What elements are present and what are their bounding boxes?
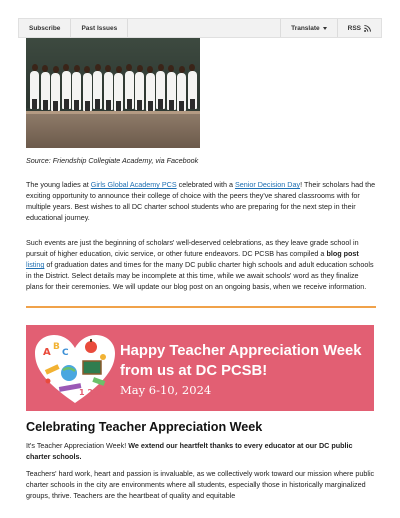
graduation-photo bbox=[26, 38, 200, 148]
senior-decision-day-link[interactable]: Senior Decision Day bbox=[234, 180, 301, 189]
photo-graduate-figure bbox=[188, 71, 197, 109]
section-title: Celebrating Teacher Appreciation Week bbox=[26, 420, 263, 434]
photo-graduate-legs bbox=[169, 100, 174, 110]
svg-text:1 2 3: 1 2 3 bbox=[79, 388, 102, 397]
photo-graduate-head bbox=[105, 65, 111, 72]
photo-graduate-legs bbox=[116, 101, 121, 111]
photo-graduate-figure bbox=[83, 73, 92, 111]
photo-graduate-figure bbox=[62, 71, 71, 109]
translate-label: Translate bbox=[291, 24, 320, 32]
photo-graduate-figure bbox=[167, 72, 176, 110]
section-p1-bold: We extend our heartfelt thanks to every educator at our DC public charter schools. bbox=[26, 441, 353, 461]
photo-graduate-legs bbox=[32, 99, 37, 109]
photo-graduate-head bbox=[95, 64, 101, 71]
photo-graduate-figure bbox=[125, 71, 134, 109]
photo-graduate-figure bbox=[156, 71, 165, 109]
photo-graduate-head bbox=[116, 66, 122, 73]
subscribe-link[interactable] bbox=[19, 19, 71, 37]
photo-graduate-figure bbox=[177, 73, 186, 111]
photo-graduate-figure bbox=[93, 71, 102, 109]
top-navigation-bar bbox=[18, 18, 382, 38]
para2-text-1: Such events are just the beginning of scholars' well-deserved celebrations, as they leave grade school in pursuit of higher education, civic service, or other future endeavors. DC PCSB has compiled a bbox=[26, 238, 359, 258]
photo-graduate-head bbox=[53, 66, 59, 73]
paragraph-graduation-events bbox=[26, 237, 376, 292]
photo-graduate-legs bbox=[95, 99, 100, 109]
past-issues-label: Past Issues bbox=[81, 24, 118, 32]
svg-text:C: C bbox=[62, 348, 69, 358]
section-p1-text: It's Teacher Appreciation Week! bbox=[26, 441, 129, 450]
photo-graduate-figure bbox=[51, 73, 60, 111]
para2-text-3: of graduation dates and times for the many DC public charter high schools and adult education schools in the District. Select details may be incomplete at this time, while we await schools' word as they finalize plans for their ceremonies. We will update our blog post on an ongoing basis, when we receive information. bbox=[26, 260, 374, 291]
photo-graduate-figure bbox=[72, 72, 81, 110]
photo-graduate-legs bbox=[148, 101, 153, 111]
teacher-appreciation-banner bbox=[26, 325, 374, 411]
rss-link[interactable] bbox=[337, 19, 381, 37]
photo-graduate-figure bbox=[114, 73, 123, 111]
photo-graduate-legs bbox=[64, 99, 69, 109]
photo-graduate-legs bbox=[53, 101, 58, 111]
photo-graduate-head bbox=[189, 64, 195, 71]
translate-dropdown[interactable] bbox=[280, 19, 337, 37]
listing-link[interactable]: listing bbox=[26, 260, 45, 269]
photo-graduate-head bbox=[168, 65, 174, 72]
paragraph-teacher-week-intro bbox=[26, 440, 376, 462]
banner-dates: May 6-10, 2024 bbox=[120, 383, 212, 397]
rss-icon bbox=[364, 25, 371, 32]
rss-label: RSS bbox=[347, 24, 361, 32]
photo-graduate-legs bbox=[43, 100, 48, 110]
photo-caption: Source: Friendship Collegiate Academy, via Facebook bbox=[26, 156, 199, 165]
para1-text-3: ! Their scholars had the exciting opportunity to announce their college of choice with the peers they've shared classrooms with for multiple years. Best wishes to all DC charter school students who are preparing for the next step in their educational journey. bbox=[26, 180, 376, 222]
photo-graduate-legs bbox=[190, 99, 195, 109]
photo-graduate-legs bbox=[106, 100, 111, 110]
svg-text:A: A bbox=[43, 347, 51, 358]
blog-post-bold: blog post bbox=[326, 249, 359, 258]
photo-graduate-figure bbox=[146, 73, 155, 111]
photo-graduate-figure bbox=[30, 71, 39, 109]
newsletter-content bbox=[26, 38, 376, 501]
photo-graduate-legs bbox=[158, 99, 163, 109]
photo-graduate-head bbox=[158, 64, 164, 71]
photo-graduate-figure bbox=[41, 72, 50, 110]
photo-graduate-head bbox=[137, 65, 143, 72]
photo-graduate-head bbox=[32, 64, 38, 71]
svg-text:B: B bbox=[53, 342, 60, 352]
banner-title: Happy Teacher Appreciation Week from us at DC PCSB! bbox=[120, 343, 362, 379]
photo-graduate-head bbox=[179, 66, 185, 73]
photo-graduate-legs bbox=[85, 101, 90, 111]
photo-stage bbox=[26, 114, 200, 148]
past-issues-link[interactable] bbox=[71, 19, 128, 37]
caret-down-icon bbox=[323, 27, 327, 30]
photo-graduate-figure bbox=[135, 72, 144, 110]
photo-graduate-head bbox=[74, 65, 80, 72]
photo-graduate-head bbox=[126, 64, 132, 71]
subscribe-label: Subscribe bbox=[29, 24, 61, 32]
photo-graduate-legs bbox=[179, 101, 184, 111]
girls-global-academy-link[interactable]: Girls Global Academy PCS bbox=[90, 180, 177, 189]
photo-graduate-figure bbox=[104, 72, 113, 110]
photo-graduate-legs bbox=[74, 100, 79, 110]
para1-text-2: celebrated with a bbox=[176, 180, 235, 189]
para1-text-1: The young ladies at bbox=[26, 180, 91, 189]
photo-graduate-head bbox=[63, 64, 69, 71]
photo-graduate-legs bbox=[127, 99, 132, 109]
photo-graduate-head bbox=[42, 65, 48, 72]
heart-collage-icon bbox=[33, 333, 117, 405]
photo-graduate-head bbox=[84, 66, 90, 73]
section-divider bbox=[26, 306, 376, 308]
photo-graduate-head bbox=[147, 66, 153, 73]
photo-graduate-legs bbox=[137, 100, 142, 110]
paragraph-senior-decision-day bbox=[26, 179, 376, 223]
paragraph-teacher-mission: Teachers' hard work, heart and passion is invaluable, as we collectively work toward our mission where public charter schools in the city are environments where all students, especially those in historically marginalized groups, thrive. Teachers are the heartbeat of quality and equitable bbox=[26, 469, 375, 500]
